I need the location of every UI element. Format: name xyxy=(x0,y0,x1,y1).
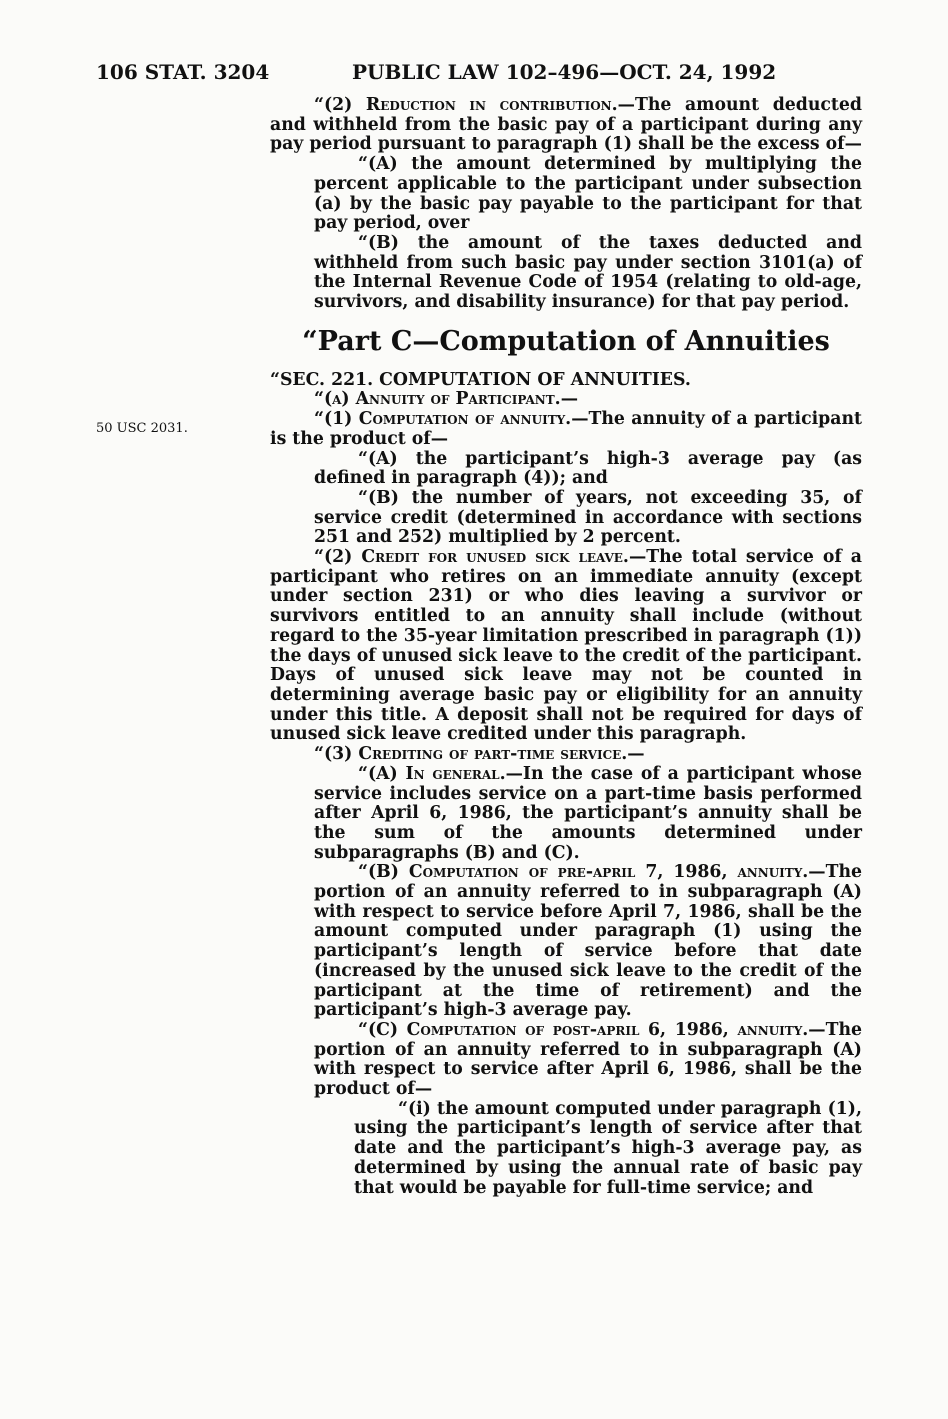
paragraph-1-text: —The annuity of a participant is the product of— xyxy=(270,409,862,449)
part-title: “Part C—Computation of Annuities xyxy=(302,325,830,357)
paragraph-3-heading: “(3) Crediting of part-time service.— xyxy=(314,744,645,765)
usc-margin-note: 50 USC 2031. xyxy=(96,421,188,436)
paragraph-1 xyxy=(270,410,862,449)
page-stat-citation: 106 STAT. 3204 xyxy=(96,60,270,84)
paragraph-3-subpara-c-text: —The portion of an annuity referred to in subparagraph (A) with respect to service after April 6, 1986, shall be the product of— xyxy=(314,1019,862,1100)
paragraph-3-subpara-b-text: —The portion of an annuity referred to in subparagraph (A) with respect to service before April 7, 1986, shall be the amount computed under paragraph (1) using the participant’s length of service before that date (increased by the unused sick leave to the credit of the participant at the time of retirement) and the participant’s high-3 average pay. xyxy=(314,862,862,1021)
paragraph-3-clause-i: “(i) the amount computed under paragraph (1), using the participant’s length of service after that date and the participant’s high-3 average pay, as determined by using the annual rate of basic pay that would be payable for full-time service; and xyxy=(354,1098,862,1198)
reduction-text: —The amount deducted and withheld from the basic pay of a participant during any pay period pursuant to paragraph (1) shall be the excess of— xyxy=(270,95,862,155)
paragraph-2-text: —The total service of a participant who retires on an immediate annuity (except under section 231) or who dies leaving a survivor or survivors entitled to an annuity shall include (without regard to the 35-year limitation prescribed in paragraph (1)) the days of unused sick leave to the credit of the participant. Days of unused sick leave may not be counted in determining average basic pay or eligibility for an annuity under this title. A deposit shall not be required for days of unused sick leave credited under this paragraph. xyxy=(270,547,862,745)
paragraph-1-subpara-a: “(A) the participant’s high-3 average pay (as defined in paragraph (4)); and xyxy=(314,448,862,489)
reduction-heading: “(2) Reduction in contribution. xyxy=(314,95,618,115)
paragraph-1-heading: “(1) Computation of annuity. xyxy=(314,409,572,430)
subsection-a-heading: “(a) Annuity of Participant.— xyxy=(314,389,578,410)
paragraph-3-subpara-b xyxy=(314,863,862,1021)
public-law-header: PUBLIC LAW 102–496—OCT. 24, 1992 xyxy=(352,60,777,84)
paragraph-2-heading: “(2) Credit for unused sick leave. xyxy=(314,547,629,568)
reduction-subpara-b: “(B) the amount of the taxes deducted and withheld from such basic pay under section 3101(a) of the Internal Revenue Code of 1954 (relating to old-age, survivors, and disability insurance) for that pay period. xyxy=(314,232,862,313)
paragraph-3-subpara-a xyxy=(314,765,862,864)
section-heading: “SEC. 221. COMPUTATION OF ANNUITIES. xyxy=(270,369,691,390)
paragraph-2 xyxy=(270,548,862,745)
paragraph-3-subpara-b-heading: “(B) Computation of pre-april 7, 1986, annuity. xyxy=(358,862,809,883)
paragraph-3-subpara-a-heading: “(A) In general. xyxy=(358,763,506,784)
reduction-paragraph xyxy=(270,96,862,155)
paragraph-3-subpara-c-heading: “(C) Computation of post-april 6, 1986, annuity. xyxy=(358,1019,809,1040)
paragraph-3-subpara-a-text: —In the case of a participant whose service includes service on a part-time basis performed after April 6, 1986, the participant’s annuity shall be the sum of the amounts determined under subparagraphs (B) and (C). xyxy=(314,763,862,863)
paragraph-3-subpara-c xyxy=(314,1021,862,1100)
reduction-subpara-a: “(A) the amount determined by multiplying the percent applicable to the participant under subsection (a) by the basic pay payable to the participant for that pay period, over xyxy=(314,154,862,234)
paragraph-1-subpara-b: “(B) the number of years, not exceeding 35, of service credit (determined in accordance with sections 251 and 252) multiplied by 2 percent. xyxy=(314,487,862,548)
document-body xyxy=(270,96,862,1198)
